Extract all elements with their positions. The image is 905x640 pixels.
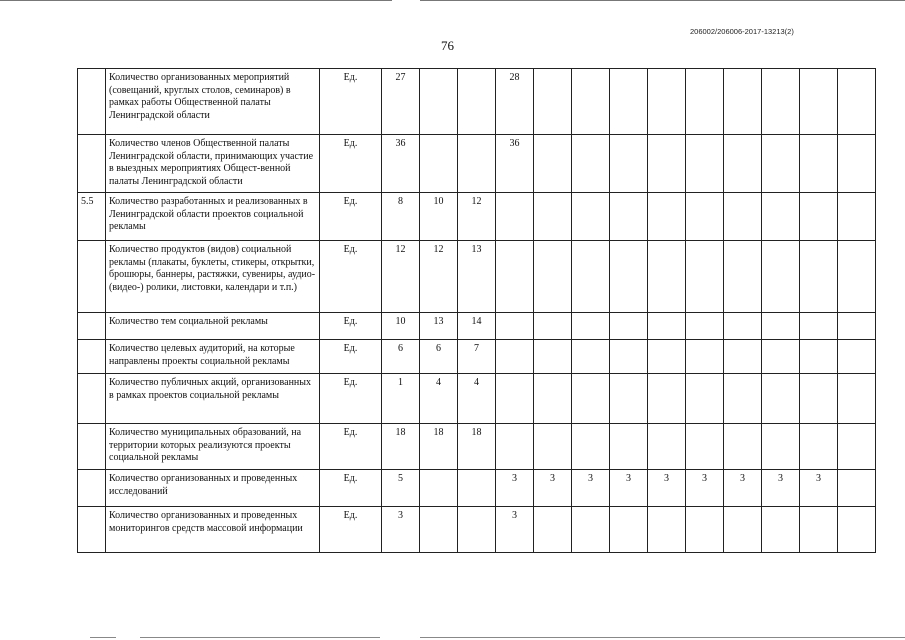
value-cell [800,241,838,313]
value-cell [800,374,838,424]
value-cell [496,193,534,241]
value-cell: 3 [724,470,762,507]
value-cell [838,340,876,374]
value-cell [648,374,686,424]
value-cell [610,374,648,424]
value-cell [534,507,572,553]
value-cell [724,507,762,553]
unit-cell: Ед. [320,340,382,374]
value-cell [572,69,610,135]
value-cell [838,470,876,507]
value-cell [610,507,648,553]
row-number [78,340,106,374]
value-cell: 1 [382,374,420,424]
value-cell [458,135,496,193]
unit-cell: Ед. [320,313,382,340]
value-cell [572,374,610,424]
value-cell [724,340,762,374]
value-cell [762,424,800,470]
value-cell: 3 [762,470,800,507]
value-cell [762,193,800,241]
row-number [78,374,106,424]
value-cell [800,193,838,241]
value-cell [686,374,724,424]
indicators-table [77,68,876,553]
indicator-name: Количество организованных и проведенных исследований [106,470,320,507]
row-number: 5.5 [78,193,106,241]
value-cell [762,374,800,424]
bottom-rule-2 [140,637,380,638]
indicator-name: Количество организованных мероприятий (совещаний, круглых столов, семинаров) в рамках работы Общественной палаты Ленинградской области [106,69,320,135]
table-row [78,470,876,507]
value-cell: 3 [572,470,610,507]
value-cell [686,424,724,470]
value-cell [648,507,686,553]
value-cell [458,470,496,507]
value-cell [496,374,534,424]
unit-cell: Ед. [320,193,382,241]
value-cell [610,340,648,374]
value-cell: 13 [458,241,496,313]
value-cell: 12 [382,241,420,313]
value-cell: 12 [458,193,496,241]
value-cell [762,507,800,553]
value-cell [534,424,572,470]
row-number [78,241,106,313]
value-cell [496,424,534,470]
value-cell [420,507,458,553]
value-cell [610,313,648,340]
value-cell: 18 [420,424,458,470]
value-cell: 3 [496,470,534,507]
value-cell: 3 [610,470,648,507]
value-cell [724,374,762,424]
row-number [78,470,106,507]
indicator-name: Количество целевых аудиторий, на которые направлены проекты социальной рекламы [106,340,320,374]
value-cell [800,313,838,340]
value-cell [572,135,610,193]
value-cell: 4 [420,374,458,424]
value-cell [572,424,610,470]
value-cell [610,424,648,470]
value-cell: 6 [420,340,458,374]
value-cell: 14 [458,313,496,340]
value-cell [572,241,610,313]
value-cell [724,193,762,241]
value-cell [572,193,610,241]
value-cell [420,69,458,135]
indicator-name: Количество организованных и проведенных мониторингов средств массовой информации [106,507,320,553]
value-cell [762,340,800,374]
unit-cell: Ед. [320,507,382,553]
value-cell [838,69,876,135]
row-number [78,424,106,470]
value-cell [800,507,838,553]
value-cell [496,313,534,340]
value-cell [534,241,572,313]
table-row [78,135,876,193]
value-cell [648,424,686,470]
value-cell [648,193,686,241]
value-cell [534,313,572,340]
value-cell: 3 [800,470,838,507]
value-cell [610,135,648,193]
row-number [78,507,106,553]
unit-cell: Ед. [320,470,382,507]
value-cell [496,241,534,313]
value-cell [724,424,762,470]
value-cell [838,135,876,193]
value-cell [762,69,800,135]
value-cell [572,340,610,374]
table-row [78,340,876,374]
value-cell [572,507,610,553]
value-cell [724,241,762,313]
value-cell [762,241,800,313]
value-cell: 3 [648,470,686,507]
value-cell: 4 [458,374,496,424]
row-number [78,69,106,135]
value-cell [686,313,724,340]
page-number: 76 [441,38,454,53]
value-cell [534,193,572,241]
value-cell [838,241,876,313]
value-cell [686,69,724,135]
value-cell [648,340,686,374]
value-cell: 7 [458,340,496,374]
value-cell [762,135,800,193]
value-cell: 3 [686,470,724,507]
value-cell [838,507,876,553]
top-rule-right [420,0,905,1]
table-row [78,424,876,470]
value-cell [724,135,762,193]
value-cell: 18 [382,424,420,470]
document-id: 206002/206006-2017-13213(2) [690,27,794,36]
top-rule-left [0,0,392,1]
value-cell [838,313,876,340]
indicator-name: Количество членов Общественной палаты Ленинградской области, принимающих участие в выездных мероприятиях Общест-венной палаты Ленинградской области [106,135,320,193]
value-cell [458,507,496,553]
value-cell: 18 [458,424,496,470]
value-cell [534,340,572,374]
value-cell: 5 [382,470,420,507]
value-cell [420,135,458,193]
value-cell [534,69,572,135]
unit-cell: Ед. [320,135,382,193]
value-cell [610,241,648,313]
indicator-name: Количество продуктов (видов) социальной рекламы (плакаты, буклеты, стикеры, открытки, брошюры, баннеры, растяжки, сувениры, аудио- (видео-) ролики, листовки, календари и т.п.) [106,241,320,313]
value-cell: 27 [382,69,420,135]
value-cell: 3 [382,507,420,553]
value-cell [838,374,876,424]
value-cell [686,135,724,193]
value-cell [648,135,686,193]
unit-cell: Ед. [320,69,382,135]
table-row [78,69,876,135]
row-number [78,313,106,340]
table-row [78,507,876,553]
value-cell [686,507,724,553]
value-cell: 36 [496,135,534,193]
value-cell [838,193,876,241]
unit-cell: Ед. [320,424,382,470]
indicator-name: Количество публичных акций, организованных в рамках проектов социальной рекламы [106,374,320,424]
indicator-name: Количество разработанных и реализованных в Ленинградской области проектов социальной рекламы [106,193,320,241]
value-cell [534,374,572,424]
value-cell [686,241,724,313]
value-cell [610,193,648,241]
value-cell [686,340,724,374]
value-cell: 6 [382,340,420,374]
table-row [78,241,876,313]
value-cell [648,241,686,313]
unit-cell: Ед. [320,374,382,424]
value-cell [838,424,876,470]
value-cell [800,135,838,193]
table-row [78,313,876,340]
value-cell [496,340,534,374]
value-cell: 3 [496,507,534,553]
value-cell [800,424,838,470]
row-number [78,135,106,193]
value-cell: 10 [382,313,420,340]
value-cell [572,313,610,340]
value-cell [800,69,838,135]
value-cell [610,69,648,135]
value-cell: 13 [420,313,458,340]
value-cell: 8 [382,193,420,241]
value-cell [534,135,572,193]
bottom-rule-1 [90,637,116,638]
table-row [78,374,876,424]
value-cell [686,193,724,241]
value-cell [648,313,686,340]
value-cell: 10 [420,193,458,241]
value-cell [800,340,838,374]
table-row [78,193,876,241]
value-cell [458,69,496,135]
value-cell: 3 [534,470,572,507]
value-cell: 36 [382,135,420,193]
value-cell [724,313,762,340]
value-cell [724,69,762,135]
indicator-name: Количество тем социальной рекламы [106,313,320,340]
value-cell [648,69,686,135]
value-cell [762,313,800,340]
unit-cell: Ед. [320,241,382,313]
value-cell: 12 [420,241,458,313]
value-cell [420,470,458,507]
value-cell: 28 [496,69,534,135]
indicator-name: Количество муниципальных образований, на территории которых реализуются проекты социальной рекламы [106,424,320,470]
bottom-rule-3 [420,637,905,638]
